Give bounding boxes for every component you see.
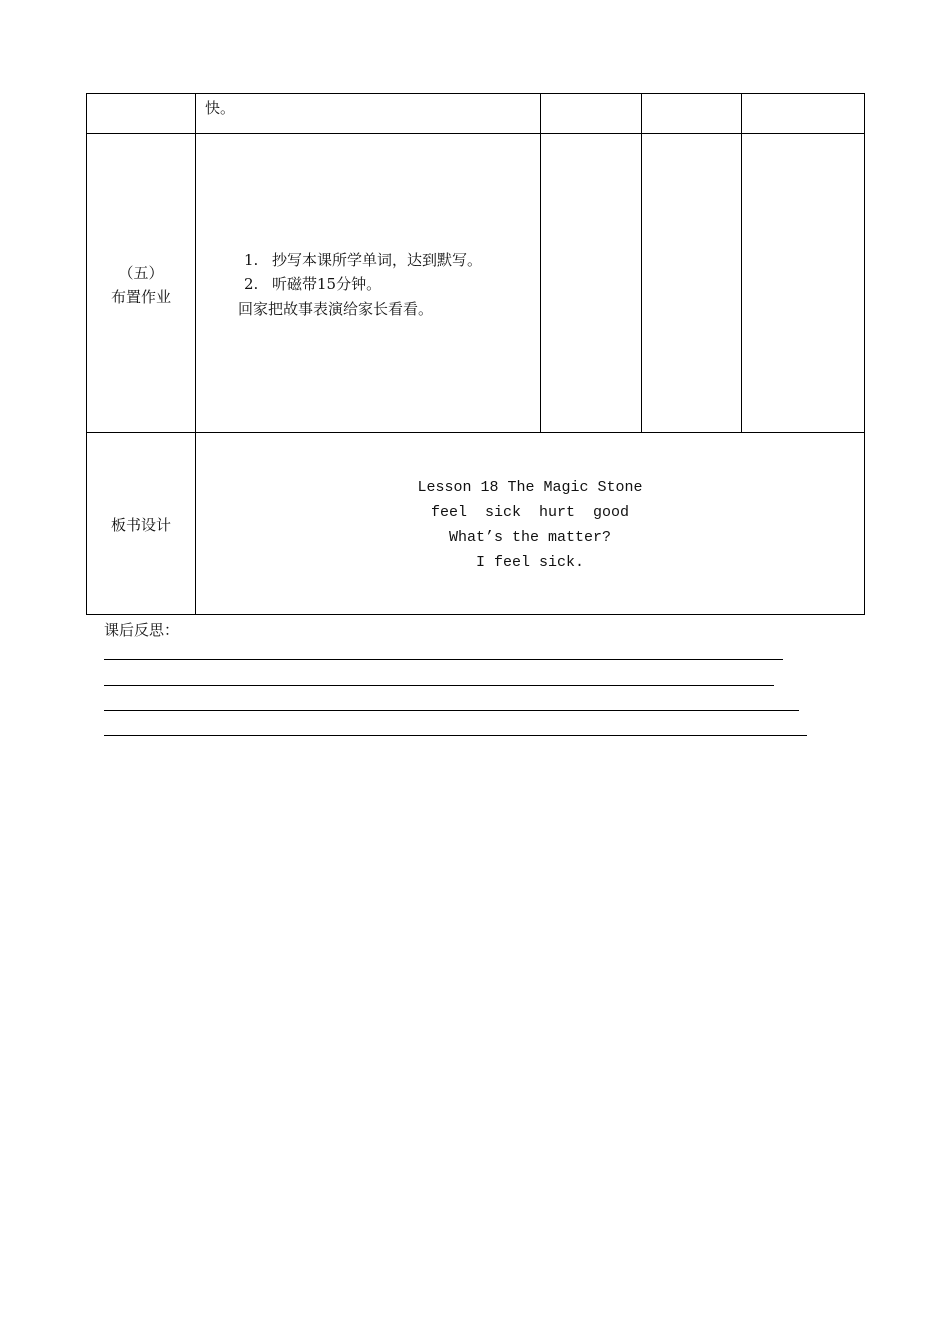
row1-content: 快。 <box>205 99 236 117</box>
homework-item-1-number: 1. <box>244 251 259 269</box>
table-row-divider-1 <box>86 133 865 134</box>
table-border-left <box>86 93 87 615</box>
row2-label-line1: （五） <box>118 264 164 282</box>
reflection-line-1 <box>104 659 783 660</box>
table-row-divider-2 <box>86 432 865 433</box>
board-line-1: Lesson 18 The Magic Stone <box>417 479 643 496</box>
homework-item-2-number: 2. <box>244 275 259 293</box>
reflection-line-2 <box>104 685 774 686</box>
reflection-line-3 <box>104 710 799 711</box>
board-line-3: What’s the matter? <box>448 529 612 546</box>
table-col-divider-2 <box>540 93 541 433</box>
reflection-line-4 <box>104 735 807 736</box>
table-border-bottom <box>86 614 865 615</box>
homework-item-1-text: 抄写本课所学单词，达到默写。 <box>272 251 483 269</box>
table-border-top <box>86 93 865 94</box>
board-line-2: feel sick hurt good <box>430 504 630 521</box>
table-col-divider-3 <box>641 93 642 433</box>
board-line-4: I feel sick. <box>475 554 585 571</box>
reflection-label: 课后反思： <box>104 621 180 639</box>
row3-label: 板书设计 <box>110 516 171 534</box>
row2-label-line2: 布置作业 <box>110 288 171 306</box>
table-border-right <box>864 93 865 615</box>
homework-extra: 回家把故事表演给家长看看。 <box>238 300 434 318</box>
table-col-divider-4 <box>741 93 742 433</box>
homework-item-2-text: 听磁带15分钟。 <box>272 275 382 293</box>
